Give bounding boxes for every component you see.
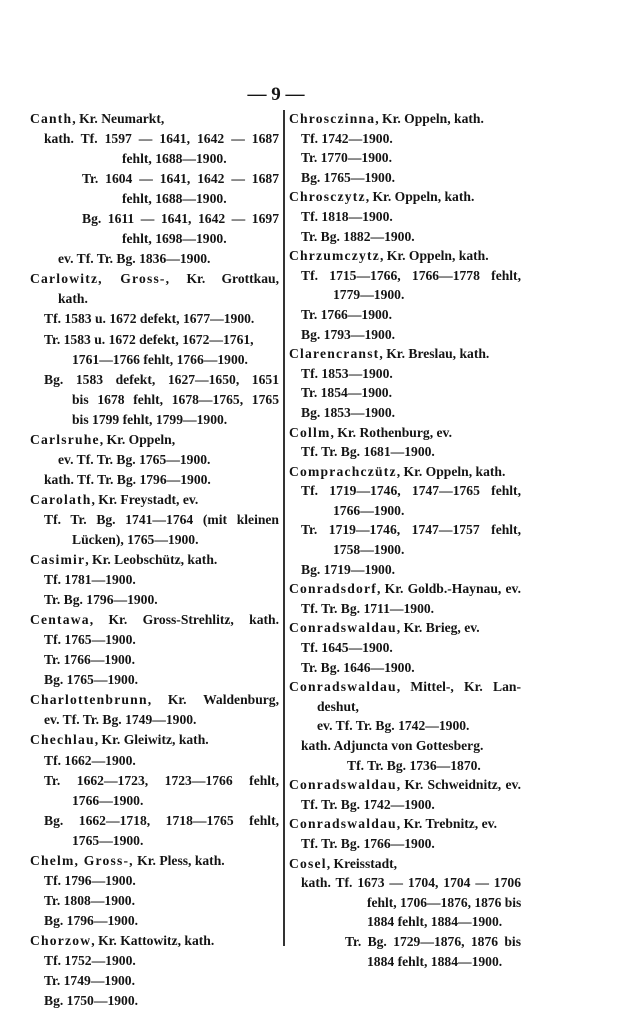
entry-text: , Kr. Oppeln,: [99, 431, 176, 447]
line-text: [44, 510, 279, 530]
line-text: [44, 811, 279, 831]
entry-text: kath. Tf. Tr. Bg. 1796—1900.: [44, 471, 211, 487]
entry-line: [289, 481, 521, 501]
entry-line: [30, 149, 279, 169]
entry-line: [289, 227, 521, 247]
line-text: [122, 229, 227, 249]
line-text: [72, 410, 227, 430]
line-text: [30, 730, 209, 750]
entry-text: , Kr. Leobschütz, kath.: [85, 552, 218, 568]
entry-text: , Kr. Trebnitz, ev.: [396, 816, 498, 832]
entry-text: Tf. Tr. Bg. 1741—1764 (mit kleinen: [44, 511, 279, 527]
place-name: Conradswaldau: [289, 679, 397, 695]
entry-text: kath. Tf. 1673 — 1704, 1704 — 1706: [301, 875, 521, 891]
line-text: [44, 470, 211, 490]
entry-heading: [30, 269, 279, 289]
line-text: [30, 269, 279, 289]
entry-text: , Kr. Waldenburg,: [147, 692, 279, 708]
entry-text: Tf. Tr. Bg. 1742—1900.: [301, 796, 435, 812]
entry-line: [289, 148, 521, 168]
line-text: [44, 951, 136, 971]
line-text: [122, 189, 227, 209]
entry-heading: [289, 814, 521, 834]
line-text: [44, 891, 135, 911]
entry-heading: [289, 677, 521, 697]
line-text: [44, 129, 279, 149]
entry-text: 1779—1900.: [333, 287, 405, 303]
place-name: Carolath: [30, 491, 92, 507]
line-text: [72, 530, 199, 550]
entry-text: Tf. Tr. Bg. 1766—1900.: [301, 835, 435, 851]
line-text: [289, 246, 489, 266]
entry-heading: [289, 618, 521, 638]
place-name: Cosel: [289, 855, 327, 871]
entry-line: [30, 991, 279, 1011]
line-text: [289, 423, 452, 443]
entry-line: [30, 951, 279, 971]
line-text: [30, 690, 279, 710]
line-text: [301, 873, 521, 893]
entry-heading: [289, 109, 521, 129]
line-text: [58, 249, 210, 269]
entry-line: [30, 129, 279, 149]
place-name: Carlowitz, Gross-,: [30, 271, 171, 287]
line-text: [30, 851, 225, 871]
entry-line: [30, 350, 279, 370]
line-text: [367, 893, 521, 913]
line-text: [301, 383, 392, 403]
line-text: [301, 266, 521, 286]
line-text: [289, 618, 480, 638]
entry-line: [30, 309, 279, 329]
entry-line: [289, 520, 521, 540]
entry-line: [30, 330, 279, 350]
entry-line: [30, 650, 279, 670]
entry-text: Tr. 1766—1900.: [301, 306, 393, 322]
entry-text: fehlt, 1698—1900.: [122, 231, 227, 247]
line-text: [44, 751, 136, 771]
place-name: Chelm, Gross-,: [30, 852, 134, 868]
line-text: [317, 716, 469, 736]
entry-heading: [30, 730, 279, 750]
entry-line: [289, 697, 521, 717]
entry-text: kath.: [58, 291, 88, 307]
entry-line: [30, 510, 279, 530]
line-text: [44, 771, 279, 791]
entry-text: 1765—1900.: [72, 832, 144, 848]
left-column: [30, 109, 279, 1011]
entry-line: [30, 289, 279, 309]
entry-line: [289, 658, 521, 678]
entry-text: Tf. Tr. Bg. 1711—1900.: [301, 600, 435, 616]
entry-line: [30, 911, 279, 931]
entry-line: [289, 364, 521, 384]
line-text: [301, 227, 415, 247]
entry-line: [289, 716, 521, 736]
place-name: Conradswaldau: [289, 816, 397, 832]
line-text: [44, 971, 135, 991]
column-divider: [283, 110, 285, 946]
line-text: [44, 570, 136, 590]
line-text: [289, 814, 497, 834]
entry-text: 1884 fehlt, 1884—1900.: [367, 953, 503, 969]
page-number: — 9 —: [247, 84, 305, 105]
entry-text: Tf. 1796—1900.: [44, 872, 136, 888]
entry-line: [30, 370, 279, 390]
line-text: [345, 932, 521, 952]
entry-text: Tr. Bg. 1796—1900.: [44, 592, 158, 608]
entry-text: Tf. 1583 u. 1672 defekt, 1677—1900.: [44, 311, 255, 327]
line-text: [58, 450, 210, 470]
entry-line: [289, 325, 521, 345]
line-text: [301, 795, 435, 815]
entry-text: Kr. Pless, kath.: [133, 852, 225, 868]
line-text: [301, 207, 393, 227]
entry-line: [289, 795, 521, 815]
entry-text: Bg. 1719—1900.: [301, 561, 396, 577]
place-name: Chorzow: [30, 932, 92, 948]
entry-heading: [289, 246, 521, 266]
line-text: [301, 638, 393, 658]
right-column: [289, 109, 521, 971]
entry-line: [30, 530, 279, 550]
line-text: [289, 677, 521, 697]
entry-text: Tf. 1662—1900.: [44, 752, 136, 768]
line-text: [301, 325, 395, 345]
entry-heading: [289, 579, 521, 599]
entry-heading: [30, 490, 279, 510]
entry-line: [289, 442, 521, 462]
entry-line: [289, 540, 521, 560]
entry-heading: [289, 187, 521, 207]
entry-text: , Kr. Gross-Strehlitz, kath.: [89, 612, 279, 628]
line-text: [44, 330, 254, 350]
line-text: [44, 309, 254, 329]
entry-text: Tf. 1853—1900.: [301, 365, 393, 381]
entry-line: [289, 207, 521, 227]
entry-heading: [30, 430, 279, 450]
line-text: [72, 791, 143, 811]
entry-text: , Kr. Oppeln, kath.: [375, 111, 484, 126]
entry-text: , Kr. Schweidnitz, ev.: [396, 777, 521, 793]
entry-line: [30, 811, 279, 831]
place-name: Canth: [30, 111, 73, 126]
entry-text: Tf. Tr. Bg. 1736—1870.: [347, 757, 481, 773]
line-text: [301, 364, 393, 384]
line-text: [30, 430, 175, 450]
entry-text: , Mittel-, Kr. Lan-: [396, 679, 521, 695]
line-text: [72, 390, 279, 410]
entry-line: [289, 599, 521, 619]
entry-line: [30, 209, 279, 229]
line-text: [301, 442, 435, 462]
entry-text: Tf. 1752—1900.: [44, 952, 136, 968]
line-text: [44, 710, 196, 730]
entry-text: Bg. 1750—1900.: [44, 993, 139, 1009]
entry-text: Bg. 1793—1900.: [301, 326, 396, 342]
entry-line: [289, 129, 521, 149]
place-name: Clarencranst: [289, 346, 380, 362]
entry-text: Lücken), 1765—1900.: [72, 531, 199, 547]
entry-heading: [30, 610, 279, 630]
entry-text: fehlt, 1688—1900.: [122, 151, 227, 167]
place-name: Conradsdorf: [289, 581, 377, 597]
entry-line: [30, 189, 279, 209]
entry-line: [30, 791, 279, 811]
entry-text: Tr. Bg. 1882—1900.: [301, 228, 415, 244]
line-text: [30, 610, 279, 630]
line-text: [289, 344, 489, 364]
line-text: [44, 911, 138, 931]
line-text: [44, 590, 158, 610]
line-text: [289, 775, 521, 795]
entry-text: 1758—1900.: [333, 542, 405, 558]
entry-line: [289, 873, 521, 893]
entry-line: [30, 590, 279, 610]
entry-text: , Kr. Brieg, ev.: [396, 620, 480, 636]
entry-text: 1761—1766 fehlt, 1766—1900.: [72, 351, 248, 367]
entry-text: fehlt, 1706—1876, 1876 bis: [367, 894, 522, 910]
line-text: [289, 579, 521, 599]
place-name: Charlottenbrunn: [30, 692, 148, 708]
line-text: [72, 350, 248, 370]
entry-text: bis 1799 fehlt, 1799—1900.: [72, 411, 228, 427]
line-text: [122, 149, 227, 169]
entry-text: , Kr. Gleiwitz, kath.: [94, 732, 209, 748]
place-name: Centawa: [30, 612, 90, 628]
line-text: [333, 501, 404, 521]
entry-line: [289, 952, 521, 972]
entry-text: Tf. 1742—1900.: [301, 130, 393, 146]
entry-line: [289, 638, 521, 658]
entry-line: [289, 168, 521, 188]
entry-text: deshut,: [317, 698, 359, 714]
entry-line: [289, 912, 521, 932]
entry-text: Bg. 1611 — 1641, 1642 — 1697: [82, 211, 279, 227]
entry-text: Tf. 1765—1900.: [44, 632, 136, 648]
entry-line: [30, 871, 279, 891]
line-text: [44, 650, 135, 670]
line-text: [82, 209, 279, 229]
line-text: [82, 169, 279, 189]
entry-text: 1766—1900.: [333, 502, 405, 518]
entry-text: , Kr. Breslau, kath.: [379, 346, 490, 362]
line-text: [317, 697, 359, 717]
entry-text: bis 1678 fehlt, 1678—1765, 1765: [72, 391, 279, 407]
entry-line: [289, 834, 521, 854]
line-text: [301, 599, 434, 619]
entry-heading: [30, 109, 279, 129]
entry-text: Tf. 1781—1900.: [44, 572, 136, 588]
entry-line: [289, 403, 521, 423]
entry-heading: [289, 344, 521, 364]
line-text: [44, 630, 136, 650]
entry-line: [289, 736, 521, 756]
place-name: Collm: [289, 424, 331, 440]
entry-line: [30, 450, 279, 470]
line-text: [301, 129, 393, 149]
entry-line: [30, 229, 279, 249]
line-text: [301, 403, 395, 423]
entry-heading: [289, 462, 521, 482]
entry-heading: [289, 775, 521, 795]
entry-text: ev. Tf. Tr. Bg. 1749—1900.: [44, 712, 197, 728]
entry-text: Tf. 1715—1766, 1766—1778 fehlt,: [301, 267, 521, 283]
entry-text: , Kreisstadt,: [326, 855, 398, 871]
entry-text: Bg. 1796—1900.: [44, 912, 139, 928]
entry-line: [289, 305, 521, 325]
entry-text: ev. Tf. Tr. Bg. 1742—1900.: [317, 718, 470, 734]
place-name: Chrosczinna: [289, 111, 376, 126]
line-text: [289, 187, 474, 207]
entry-text: ev. Tf. Tr. Bg. 1765—1900.: [58, 451, 211, 467]
entry-text: Tr. 1854—1900.: [301, 385, 393, 401]
entry-text: Bg. 1583 defekt, 1627—1650, 1651: [44, 371, 279, 387]
place-name: Conradswaldau: [289, 777, 397, 793]
line-text: [44, 370, 279, 390]
entry-line: [289, 932, 521, 952]
entry-line: [30, 470, 279, 490]
entry-heading: [289, 854, 521, 874]
line-text: [333, 540, 404, 560]
place-name: Carlsruhe: [30, 431, 100, 447]
line-text: [347, 756, 481, 776]
entry-text: Tr. 1766—1900.: [44, 652, 136, 668]
entry-text: Tr. 1604 — 1641, 1642 — 1687: [82, 171, 279, 187]
entry-line: [289, 893, 521, 913]
entry-text: , Kr. Oppeln, kath.: [396, 463, 506, 479]
entry-line: [30, 710, 279, 730]
line-text: [289, 854, 397, 874]
entry-text: Tr. 1719—1746, 1747—1757 fehlt,: [301, 522, 521, 538]
entry-text: , Kr. Rothenburg, ev.: [330, 424, 452, 440]
entry-text: Tr. Bg. 1729—1876, 1876 bis: [345, 933, 521, 949]
entry-line: [289, 501, 521, 521]
line-text: [30, 109, 164, 129]
entry-text: Tf. Tr. Bg. 1681—1900.: [301, 444, 435, 460]
line-text: [367, 912, 502, 932]
entry-line: [289, 560, 521, 580]
line-text: [301, 560, 395, 580]
place-name: Conradswaldau: [289, 620, 397, 636]
entry-text: kath. Tf. 1597 — 1641, 1642 — 1687: [44, 131, 279, 147]
place-name: Chrosczytz: [289, 189, 366, 205]
line-text: [44, 991, 138, 1011]
entry-text: , Kr. Kattowitz, kath.: [91, 932, 215, 948]
entry-line: [30, 630, 279, 650]
entry-heading: [30, 851, 279, 871]
line-text: [367, 952, 502, 972]
line-text: [301, 834, 435, 854]
line-text: [301, 658, 415, 678]
line-text: [301, 736, 483, 756]
entry-text: Tr. 1583 u. 1672 defekt, 1672—1761,: [44, 331, 254, 347]
line-text: [333, 285, 404, 305]
place-name: Comprachczütz: [289, 463, 397, 479]
entry-line: [30, 891, 279, 911]
entry-line: [30, 831, 279, 851]
line-text: [44, 670, 138, 690]
place-name: Chechlau: [30, 732, 95, 748]
line-text: [301, 305, 392, 325]
line-text: [301, 148, 392, 168]
line-text: [301, 520, 521, 540]
entry-line: [289, 383, 521, 403]
entry-line: [30, 771, 279, 791]
entry-text: kath. Adjuncta von Gottesberg.: [301, 738, 484, 753]
entry-text: Kr. Grottkau,: [170, 271, 279, 287]
entry-text: 1884 fehlt, 1884—1900.: [367, 914, 503, 930]
entry-heading: [30, 690, 279, 710]
entry-text: Bg. 1662—1718, 1718—1765 fehlt,: [44, 812, 279, 828]
line-text: [30, 931, 214, 951]
place-name: Chrzumczytz: [289, 248, 380, 264]
entry-text: Bg. 1765—1900.: [44, 672, 139, 688]
entry-line: [30, 390, 279, 410]
entry-line: [30, 570, 279, 590]
entry-text: Bg. 1765—1900.: [301, 169, 396, 185]
entry-text: Tr. 1662—1723, 1723—1766 fehlt,: [44, 772, 279, 788]
entry-text: ev. Tf. Tr. Bg. 1836—1900.: [58, 251, 211, 267]
line-text: [44, 871, 136, 891]
line-text: [289, 462, 505, 482]
entry-line: [289, 266, 521, 286]
entry-text: Tr. Bg. 1646—1900.: [301, 659, 415, 675]
place-name: Casimir: [30, 552, 86, 568]
line-text: [301, 168, 395, 188]
entry-line: [289, 756, 521, 776]
entry-line: [30, 670, 279, 690]
entry-heading: [30, 550, 279, 570]
entry-text: , Kr. Oppeln, kath.: [379, 248, 489, 264]
line-text: [30, 550, 217, 570]
line-text: [289, 109, 484, 129]
entry-text: Tf. 1645—1900.: [301, 640, 393, 656]
entry-heading: [289, 423, 521, 443]
line-text: [58, 289, 88, 309]
entry-text: Bg. 1853—1900.: [301, 404, 396, 420]
entry-line: [30, 971, 279, 991]
entry-line: [30, 249, 279, 269]
entry-text: 1766—1900.: [72, 792, 144, 808]
entry-text: Tf. 1818—1900.: [301, 208, 393, 224]
entry-line: [30, 410, 279, 430]
entry-text: Tr. 1808—1900.: [44, 892, 136, 908]
entry-text: fehlt, 1688—1900.: [122, 191, 227, 207]
entry-text: Tf. 1719—1746, 1747—1765 fehlt,: [301, 483, 521, 499]
entry-text: Tr. 1770—1900.: [301, 150, 393, 166]
line-text: [301, 481, 521, 501]
entry-text: , Kr. Freystadt, ev.: [91, 491, 199, 507]
entry-text: Tr. 1749—1900.: [44, 973, 136, 989]
entry-heading: [30, 931, 279, 951]
entry-text: , Kr. Goldb.-Haynau, ev.: [376, 581, 521, 597]
line-text: [30, 490, 198, 510]
entry-line: [30, 751, 279, 771]
line-text: [72, 831, 143, 851]
entry-line: [30, 169, 279, 189]
entry-text: , Kr. Neumarkt,: [72, 111, 165, 126]
entry-text: , Kr. Oppeln, kath.: [365, 189, 475, 205]
entry-line: [289, 285, 521, 305]
